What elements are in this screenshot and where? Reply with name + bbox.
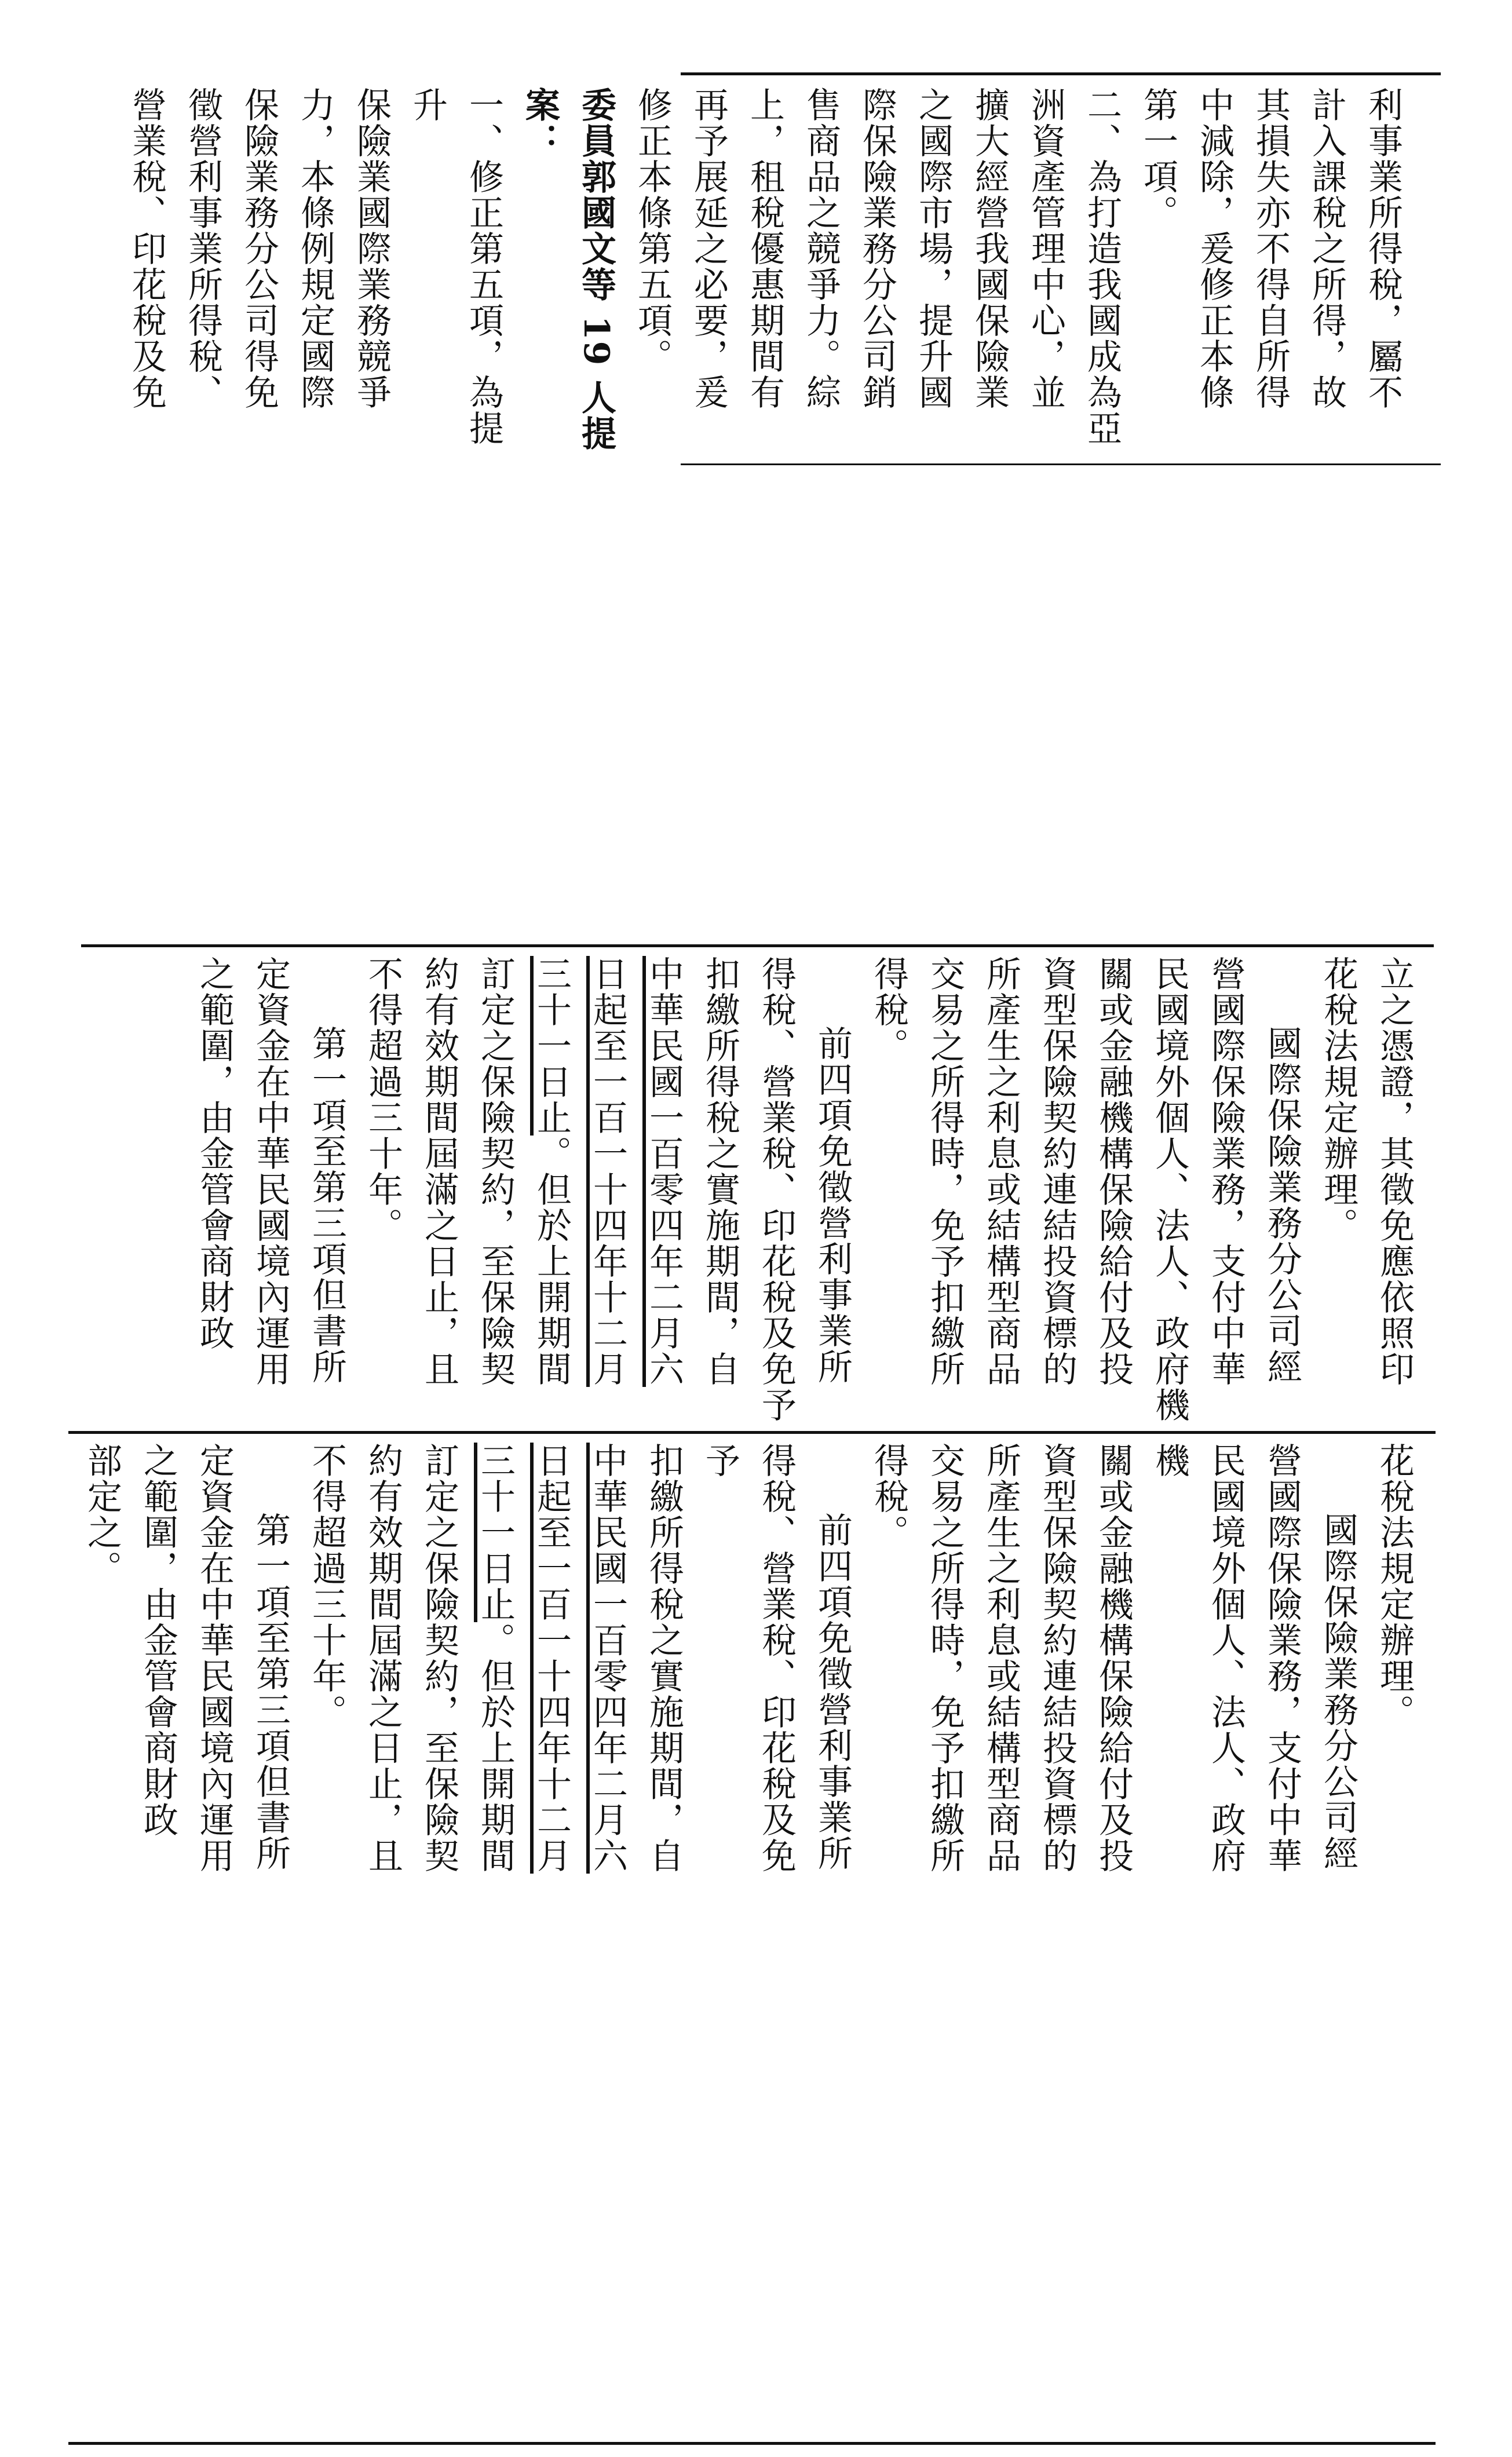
text-line-content: 約有效期間屆滿之日止，且: [363, 1443, 403, 1874]
text-line-content: 營業稅、印花稅及免: [126, 87, 167, 410]
text-line-content: 前四項免徵營利事業所: [812, 1025, 853, 1385]
text-line: [355, 1443, 411, 1883]
text-line: [1073, 87, 1130, 458]
text-line-content: 際保險業務分公司銷: [857, 87, 897, 410]
text-line: [804, 1443, 860, 1883]
text-line-content: 案：: [520, 87, 560, 159]
text-line-content: 洲資產管理中心，並: [1025, 87, 1066, 410]
text-line-content: 民國境外個人、法人、政府機: [1149, 1443, 1246, 1874]
text-line-content: 上，租稅優惠期間有: [744, 87, 785, 410]
text-line: [298, 956, 355, 1425]
text-line: [411, 1443, 467, 1883]
text-line: [411, 956, 467, 1425]
text-line-content: 之國際市場，提升國: [913, 87, 954, 410]
text-line-content: 約有效期間屆滿之日止，且: [419, 956, 459, 1387]
text-line-content: 國際保險業務分公司經: [1318, 1512, 1358, 1871]
text-line: [130, 1443, 186, 1883]
text-line-content: 所產生之利息或結構型商品: [981, 1443, 1021, 1874]
text-line-suffix: 。但於上開期間: [475, 1622, 516, 1874]
text-line-content: 三十一日止: [475, 1443, 516, 1622]
text-line: [636, 956, 692, 1425]
text-line-content: 委員郭國文等 19 人提: [576, 87, 616, 452]
text-line-content: 第一項。: [1138, 87, 1178, 231]
panel-top-text: [118, 87, 1411, 458]
text-line-content: 交易之所得時，免予扣繳所: [925, 1443, 965, 1874]
text-line: [916, 956, 973, 1425]
text-line: [1366, 1443, 1422, 1883]
text-line: [1298, 87, 1354, 458]
text-line-content: 得稅。: [868, 956, 909, 1064]
text-line-content: 第一項至第三項但書所: [250, 1512, 291, 1871]
rule-top: [681, 72, 1441, 75]
text-line-content: 之範圍，由金管會商財政: [194, 956, 235, 1351]
text-line-content: 扣繳所得稅之實施期間，自: [644, 1443, 684, 1874]
text-line-content: 定資金在中華民國境內運用: [250, 956, 291, 1387]
text-line: [355, 956, 411, 1425]
text-line-content: 定資金在中華民國境內運用: [194, 1443, 235, 1874]
text-line: [186, 1443, 242, 1883]
text-line: [523, 1443, 579, 1883]
text-line: [287, 87, 343, 458]
text-line: [568, 87, 624, 458]
text-line-content: 不得超過三十年。: [306, 1443, 347, 1730]
text-line: [1242, 87, 1298, 458]
text-line: [1017, 87, 1073, 458]
text-line: [804, 956, 860, 1425]
text-line: [174, 87, 231, 458]
text-line-content: 日起至一百一十四年十二月: [587, 956, 628, 1387]
text-line-content: 第一項至第三項但書所: [306, 1025, 347, 1385]
text-line: [399, 87, 512, 458]
text-line-content: 利事業所得稅，屬不: [1363, 87, 1403, 410]
text-line: [467, 956, 523, 1425]
text-line-content: 徵營利事業所得稅、: [182, 87, 223, 410]
text-line-content: 得稅、營業稅、印花稅及免予: [756, 956, 797, 1423]
text-line: [298, 1443, 355, 1883]
text-line: [748, 956, 804, 1425]
text-line: [624, 87, 680, 458]
text-line-content: 中華民國一百零四年二月六: [587, 1443, 628, 1874]
text-line-content: 得稅。: [868, 1443, 909, 1550]
text-line-content: 營國際保險業務，支付中華: [1206, 956, 1246, 1387]
text-line-content: 保險業國際業務競爭: [351, 87, 392, 410]
text-line: [961, 87, 1017, 458]
panel-middle-text: [186, 956, 1422, 1425]
text-line: [118, 87, 174, 458]
text-line: [1029, 956, 1085, 1425]
text-line: [1130, 87, 1186, 458]
text-line-content: 部定之。: [82, 1443, 122, 1586]
text-line: [1366, 956, 1422, 1425]
text-line: [1141, 956, 1197, 1425]
text-line: [680, 87, 736, 458]
text-line: [692, 1443, 804, 1883]
text-line: [1254, 1443, 1310, 1883]
text-line: [74, 1443, 130, 1883]
text-line-content: 不得超過三十年。: [363, 956, 403, 1243]
text-line-content: 資型保險契約連結投資標的: [1037, 956, 1078, 1387]
panel-bottom: [78, 1443, 1422, 1883]
text-line-content: 修正本條第五項。: [632, 87, 673, 374]
text-line-content: 國際保險業務分公司經: [1262, 1025, 1302, 1385]
text-line: [231, 87, 287, 458]
text-line: [1310, 956, 1366, 1425]
rule-second: [81, 944, 1434, 947]
text-line: [860, 1443, 916, 1883]
text-line-content: 交易之所得時，免予扣繳所: [925, 956, 965, 1387]
text-line: [467, 1443, 523, 1883]
text-line: [1254, 956, 1310, 1425]
text-line: [579, 956, 636, 1425]
text-line-content: 再予展延之必要，爰: [688, 87, 729, 410]
rule-short: [681, 463, 1441, 465]
text-line: [792, 87, 849, 458]
text-line-content: 日起至一百一十四年十二月: [531, 1443, 572, 1874]
text-line: [186, 956, 242, 1425]
text-line-content: 資型保險契約連結投資標的: [1037, 1443, 1078, 1874]
text-line: [1197, 956, 1254, 1425]
text-line: [1310, 1443, 1366, 1883]
text-line-content: 擴大經營我國保險業: [969, 87, 1010, 410]
panel-middle: [78, 956, 1422, 1425]
text-line: [523, 956, 579, 1425]
text-line: [916, 1443, 973, 1883]
text-line-content: 中華民國一百零四年二月六: [644, 956, 684, 1387]
text-line: [736, 87, 792, 458]
text-line-content: 之範圍，由金管會商財政: [138, 1443, 178, 1838]
text-line: [1354, 87, 1411, 458]
text-line-content: 花稅法規定辦理。: [1318, 956, 1358, 1243]
text-line-content: 保險業務分公司得免: [239, 87, 279, 410]
text-line: [343, 87, 399, 458]
text-line: [636, 1443, 692, 1883]
text-line: [905, 87, 961, 458]
text-line: [1085, 1443, 1141, 1883]
text-line: [860, 956, 916, 1425]
text-line-content: 中減除，爰修正本條: [1194, 87, 1235, 410]
text-line: [849, 87, 905, 458]
text-line: [973, 956, 1029, 1425]
text-line-content: 扣繳所得稅之實施期間，自: [700, 956, 740, 1387]
text-line-content: 民國境外個人、法人、政府機: [1149, 956, 1190, 1423]
text-line-suffix: 。但於上開期間: [531, 1136, 572, 1387]
text-line-content: 訂定之保險契約，至保險契: [419, 1443, 459, 1874]
text-line-content: 三十一日止: [531, 956, 572, 1136]
text-line-content: 關或金融機構保險給付及投: [1093, 1443, 1134, 1874]
text-line-content: 關或金融機構保險給付及投: [1093, 956, 1134, 1387]
text-line-content: 花稅法規定辦理。: [1374, 1443, 1415, 1730]
text-line: [1085, 956, 1141, 1425]
text-line: [242, 956, 298, 1425]
rule-third: [68, 1431, 1436, 1434]
text-line-content: 力，本條例規定國際: [295, 87, 335, 410]
rule-bottom: [68, 2442, 1436, 2445]
text-line-content: 計入課稅之所得，故: [1306, 87, 1347, 410]
text-line-content: 營國際保險業務，支付中華: [1262, 1443, 1302, 1874]
text-line: [973, 1443, 1029, 1883]
panel-bottom-text: [74, 1443, 1422, 1883]
text-line-content: 得稅、營業稅、印花稅及免予: [700, 1443, 797, 1874]
text-line: [1186, 87, 1242, 458]
text-line-content: 其損失亦不得自所得: [1250, 87, 1291, 410]
text-line-content: 一、修正第五項，為提升: [407, 87, 504, 446]
panel-top: [126, 87, 1411, 458]
text-line: [1029, 1443, 1085, 1883]
text-line-content: 售商品之競爭力。綜: [801, 87, 841, 410]
text-line: [512, 87, 568, 458]
text-line-content: 前四項免徵營利事業所: [812, 1512, 853, 1871]
text-line-content: 訂定之保險契約，至保險契: [475, 956, 516, 1387]
text-line-content: 立之憑證，其徵免應依照印: [1374, 956, 1415, 1387]
text-line: [1141, 1443, 1254, 1883]
text-line-content: 所產生之利息或結構型商品: [981, 956, 1021, 1387]
text-line: [242, 1443, 298, 1883]
text-line: [579, 1443, 636, 1883]
text-line: [692, 956, 748, 1425]
text-line-content: 二、為打造我國成為亞: [1082, 87, 1122, 446]
